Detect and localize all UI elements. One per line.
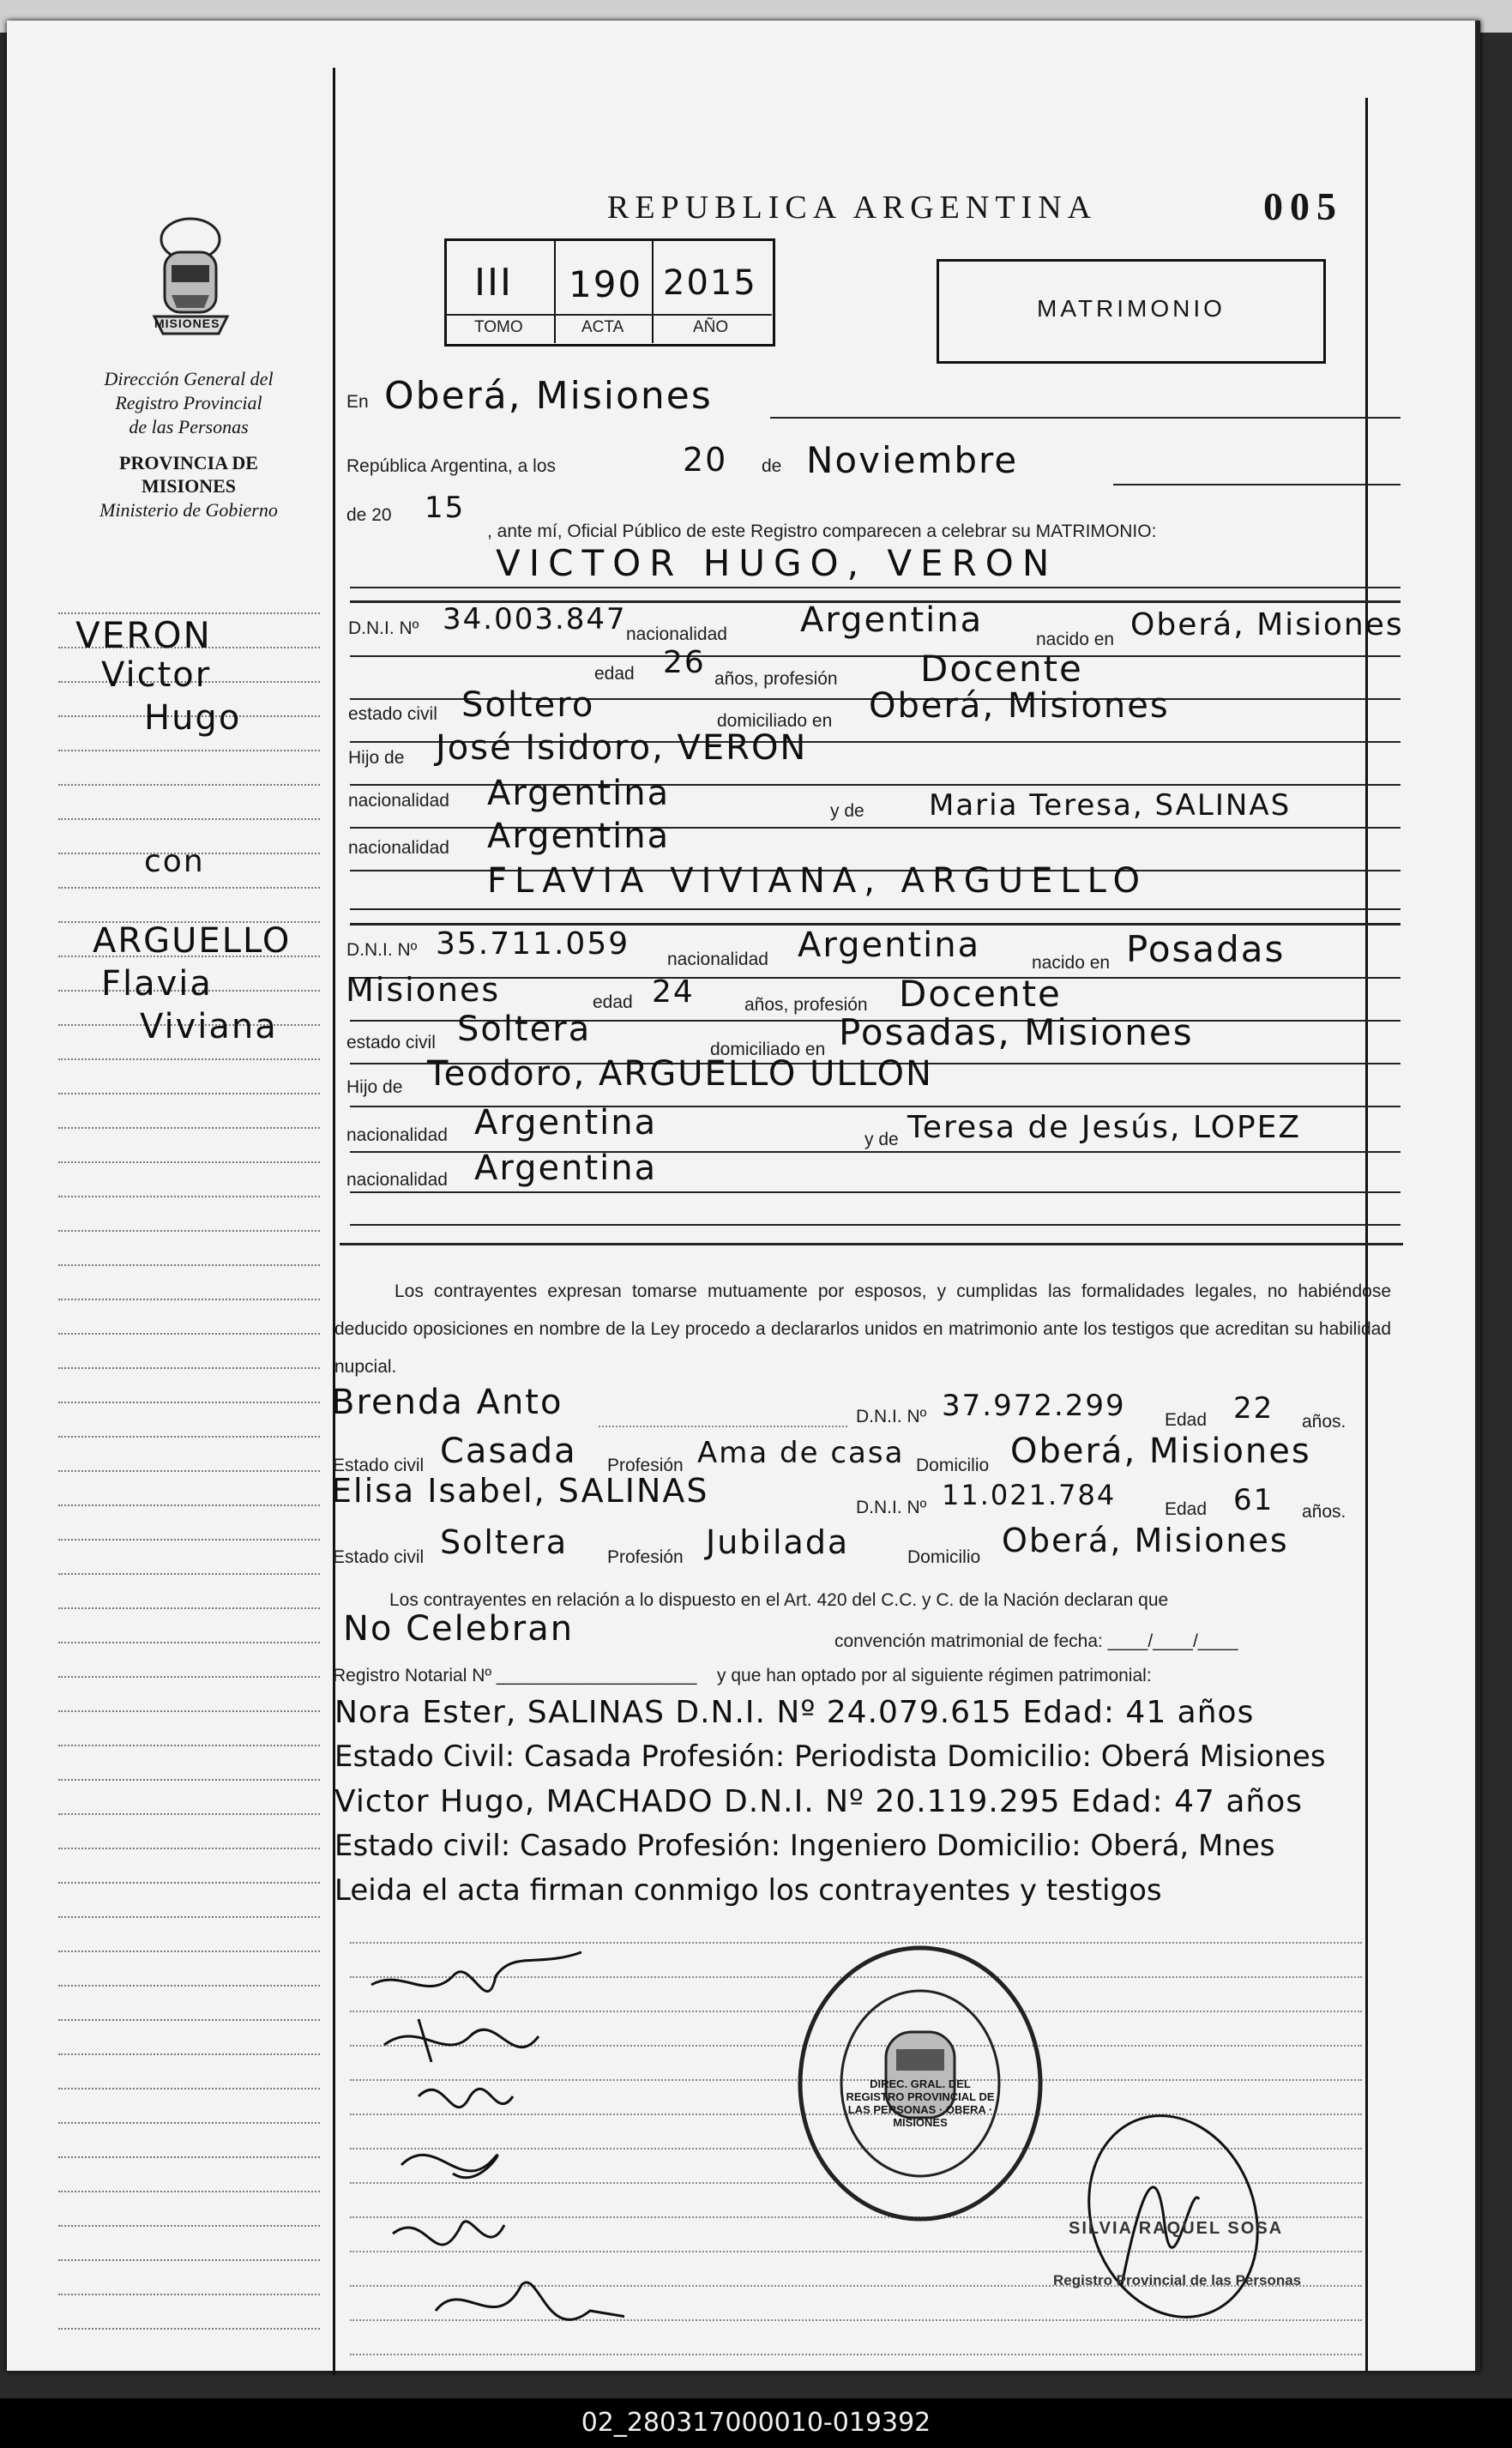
witness1-domicile-label: Domicilio bbox=[916, 1456, 990, 1475]
bride-mother-nationality-value: Argentina bbox=[474, 1149, 658, 1188]
officer-signature bbox=[1070, 2096, 1293, 2336]
groom-father-nationality-label: nacionalidad bbox=[348, 791, 449, 811]
left-ruling-line bbox=[58, 2122, 320, 2124]
witness1-profession-value: Ama de casa bbox=[697, 1436, 905, 1470]
tomo-label: TOMO bbox=[474, 318, 523, 336]
witness2-profession-label: Profesión bbox=[607, 1547, 684, 1567]
regime-convention-label: convención matrimonial de fecha: ____/____/____ bbox=[834, 1631, 1238, 1651]
left-ruling-line bbox=[58, 784, 320, 786]
witness1-dni-value: 37.972.299 bbox=[942, 1389, 1126, 1423]
witness2-name: Elisa Isabel, SALINAS bbox=[331, 1472, 709, 1510]
page-number: 005 bbox=[1263, 184, 1343, 228]
left-ruling-line bbox=[58, 1848, 320, 1849]
left-ruling-line bbox=[58, 1916, 320, 1918]
place-value: Oberá, Misiones bbox=[384, 374, 713, 418]
year-suffix-value: 15 bbox=[425, 491, 466, 525]
regime-statement: Los contrayentes en relación a lo dispuesto en el Art. 420 del C.C. y C. de la Nación declaran que bbox=[389, 1590, 1169, 1610]
witness1-name: Brenda Anto bbox=[331, 1383, 563, 1422]
reference-box-divider-2 bbox=[652, 240, 654, 343]
witness2-civil-label: Estado civil bbox=[333, 1547, 425, 1567]
officer-name: SILVIA RAQUEL SOSA bbox=[1069, 2219, 1284, 2238]
groom-name-underline bbox=[350, 587, 1401, 588]
left-ruling-line bbox=[58, 1710, 320, 1712]
left-ruling-line bbox=[58, 2088, 320, 2089]
left-ruling-line bbox=[58, 2019, 320, 2021]
month-value: Noviembre bbox=[806, 439, 1019, 481]
margin-note-connector: con bbox=[144, 844, 205, 879]
left-ruling-line bbox=[58, 1230, 320, 1232]
notes-line-2: Estado Civil: Casada Profesión: Periodista Domicilio: Oberá Misiones bbox=[334, 1740, 1326, 1774]
groom-child-of-label: Hijo de bbox=[348, 748, 405, 768]
witness2-years-label: años. bbox=[1302, 1502, 1346, 1522]
regime-value: No Celebran bbox=[343, 1609, 575, 1649]
left-ruling-line bbox=[58, 1504, 320, 1506]
witness1-dni-label: D.N.I. Nº bbox=[856, 1407, 927, 1426]
acta-value: 190 bbox=[569, 263, 643, 305]
witness2-domicile-label: Domicilio bbox=[907, 1547, 981, 1567]
province-name-line-2: MISIONES bbox=[141, 475, 237, 497]
bride-born-label: nacido en bbox=[1032, 953, 1111, 973]
witness1-civil-value: Casada bbox=[440, 1432, 577, 1471]
left-ruling-line bbox=[58, 1367, 320, 1369]
witness1-profession-label: Profesión bbox=[607, 1456, 684, 1475]
acta-label: ACTA bbox=[581, 318, 624, 336]
country-heading: REPUBLICA ARGENTINA bbox=[607, 190, 1098, 226]
groom-age-label: edad bbox=[594, 664, 635, 684]
witness2-profession-value: Jubilada bbox=[706, 1523, 850, 1561]
left-ruling-line bbox=[58, 1127, 320, 1129]
groom-age-value: 26 bbox=[663, 645, 706, 680]
groom-domicile-label: domiciliado en bbox=[717, 711, 833, 731]
left-ruling-line bbox=[58, 1951, 320, 1952]
witness1-years-label: años. bbox=[1302, 1412, 1346, 1432]
bride-nationality-label: nacionalidad bbox=[667, 950, 768, 969]
regime-chosen-label: y que han optado por al siguiente régimen patrimonial: bbox=[717, 1666, 1152, 1685]
bride-father-nationality-value: Argentina bbox=[474, 1103, 658, 1143]
bride-dni-underline bbox=[350, 977, 1401, 979]
margin-note-groom-surname: VERON bbox=[75, 614, 212, 656]
bride-birthplace-continued: Misiones bbox=[346, 971, 501, 1009]
notes-line-1: Nora Ester, SALINAS D.N.I. Nº 24.079.615 Edad: 41 años bbox=[334, 1695, 1255, 1730]
left-ruling-line bbox=[58, 2156, 320, 2158]
groom-profession-value: Docente bbox=[920, 648, 1083, 690]
bride-dni-label: D.N.I. Nº bbox=[346, 940, 418, 960]
witness2-age-value: 61 bbox=[1233, 1483, 1274, 1517]
groom-nationality-label: nacionalidad bbox=[626, 624, 727, 644]
bride-domicile-value: Posadas, Misiones bbox=[839, 1011, 1194, 1053]
day-value: 20 bbox=[683, 441, 728, 479]
right-margin-rule bbox=[1365, 98, 1368, 2371]
bride-age-value: 24 bbox=[652, 974, 695, 1010]
notes-line-5: Leida el acta firman conmigo los contrayentes y testigos bbox=[334, 1873, 1162, 1908]
witness2-domicile-value: Oberá, Misiones bbox=[1002, 1522, 1289, 1559]
witness2-age-label: Edad bbox=[1165, 1499, 1208, 1519]
ministry-name: Ministerio de Gobierno bbox=[99, 499, 278, 521]
ano-value: 2015 bbox=[663, 263, 757, 303]
left-ruling-line bbox=[58, 1642, 320, 1643]
witness1-domicile-value: Oberá, Misiones bbox=[1010, 1432, 1311, 1471]
left-ruling-line bbox=[58, 818, 320, 820]
bride-mother-nationality-underline bbox=[350, 1191, 1401, 1193]
left-ruling-line bbox=[58, 2191, 320, 2192]
left-ruling-line bbox=[58, 2053, 320, 2055]
left-ruling-line bbox=[58, 1058, 320, 1060]
groom-civil-status-value: Soltero bbox=[461, 685, 595, 725]
groom-civil-status-label: estado civil bbox=[348, 704, 437, 724]
left-ruling-line bbox=[58, 2225, 320, 2227]
de-label: de bbox=[762, 456, 782, 476]
left-ruling-line bbox=[58, 1093, 320, 1094]
witness1-age-label: Edad bbox=[1165, 1410, 1208, 1430]
witness2-dni-value: 11.021.784 bbox=[942, 1479, 1117, 1511]
left-ruling-line bbox=[58, 1196, 320, 1197]
office-name-line-3: de las Personas bbox=[129, 416, 249, 437]
left-ruling-line bbox=[58, 1470, 320, 1472]
groom-dni-value: 34.003.847 bbox=[443, 602, 627, 636]
bride-age-label: edad bbox=[593, 992, 633, 1012]
left-ruling-line bbox=[58, 2259, 320, 2261]
year-prefix-label: de 20 bbox=[346, 505, 392, 525]
officer-office: Registro Provincial de las Personas bbox=[1053, 2272, 1302, 2288]
ano-label: AÑO bbox=[693, 318, 729, 336]
left-ruling-line bbox=[58, 1607, 320, 1609]
bride-mother-value: Teresa de Jesús, LOPEZ bbox=[907, 1110, 1302, 1145]
upper-section-close-rule bbox=[340, 1243, 1403, 1245]
declaration-paragraph: Los contrayentes expresan tomarse mutuamente por esposos, y cumplidas las formalidades legales, no habiéndose deducido oposiciones en nombre de la Ley procedo a declararlos unidos en matrimonio ante los testigos que acreditan su habilidad nupcial. bbox=[334, 1281, 1391, 1377]
witness2-dni-label: D.N.I. Nº bbox=[856, 1498, 927, 1517]
bride-civil-status-value: Soltera bbox=[457, 1010, 592, 1049]
document-type-label: MATRIMONIO bbox=[1037, 295, 1226, 322]
bride-name-underline bbox=[350, 908, 1401, 910]
groom-father-nationality-value: Argentina bbox=[487, 774, 671, 813]
signatures-scribbles bbox=[367, 1951, 624, 2362]
witness1-civil-label: Estado civil bbox=[333, 1456, 425, 1475]
groom-mother-value: Maria Teresa, SALINAS bbox=[929, 788, 1292, 823]
bride-father-value: Teodoro, ARGUELLO ULLON bbox=[427, 1054, 933, 1094]
province-seal-caption: MISIONES bbox=[154, 317, 220, 330]
bride-full-name: FLAVIA VIVIANA, ARGUELLO bbox=[487, 861, 1148, 901]
stamp-text: DIREC. GRAL. DEL REGISTRO PROVINCIAL DE LAS PERSONAS · OBERA · MISIONES bbox=[846, 2077, 995, 2129]
province-name-line-1: PROVINCIA DE bbox=[119, 452, 258, 473]
groom-mother-nationality-value: Argentina bbox=[487, 817, 671, 856]
groom-birthplace-value: Oberá, Misiones bbox=[1130, 607, 1404, 642]
month-underline bbox=[1113, 484, 1401, 485]
notes-line-3: Victor Hugo, MACHADO D.N.I. Nº 20.119.295 Edad: 47 años bbox=[334, 1784, 1303, 1819]
margin-note-bride-name-2: Viviana bbox=[140, 1007, 278, 1046]
groom-dni-underline bbox=[350, 655, 1401, 657]
republica-label: República Argentina, a los bbox=[346, 456, 556, 476]
left-ruling-line bbox=[58, 1985, 320, 1987]
witness1-age-value: 22 bbox=[1233, 1391, 1274, 1426]
left-ruling-line bbox=[58, 1161, 320, 1163]
left-ruling-line bbox=[58, 887, 320, 889]
bride-domicile-label: domiciliado en bbox=[710, 1040, 826, 1059]
bride-child-of-label: Hijo de bbox=[346, 1077, 403, 1097]
groom-mother-nationality-label: nacionalidad bbox=[348, 838, 449, 858]
left-ruling-line bbox=[58, 1264, 320, 1266]
left-ruling-line bbox=[58, 1436, 320, 1438]
scan-file-id: 02_280317000010-019392 bbox=[0, 2398, 1512, 2448]
certificate-sheet bbox=[7, 21, 1480, 2371]
left-ruling-line bbox=[58, 1745, 320, 1746]
left-ruling-line bbox=[58, 2294, 320, 2295]
left-ruling-line bbox=[58, 1402, 320, 1403]
upper-section-underline bbox=[350, 1224, 1401, 1226]
left-ruling-line bbox=[58, 750, 320, 751]
en-label: En bbox=[346, 392, 369, 412]
left-ruling-line bbox=[58, 1882, 320, 1884]
left-ruling-line bbox=[58, 1573, 320, 1575]
bride-and-of-label: y de bbox=[864, 1130, 899, 1149]
left-ruling-line bbox=[58, 2328, 320, 2330]
place-underline bbox=[770, 417, 1401, 419]
witness2-civil-value: Soltera bbox=[440, 1523, 569, 1561]
groom-father-value: José Isidoro, VERON bbox=[436, 728, 808, 768]
groom-and-of-label: y de bbox=[830, 801, 864, 821]
office-name-line-1: Dirección General del bbox=[104, 368, 274, 389]
bride-civil-status-label: estado civil bbox=[346, 1033, 436, 1052]
bride-profession-label: años, profesión bbox=[744, 995, 868, 1015]
left-ruling-line bbox=[58, 1779, 320, 1781]
notes-line-4: Estado civil: Casado Profesión: Ingeniero Domicilio: Oberá, Mnes bbox=[334, 1829, 1275, 1863]
tomo-value: III bbox=[474, 261, 513, 304]
margin-note-groom-name-1: Victor bbox=[101, 655, 212, 695]
left-ruling-line bbox=[58, 1333, 320, 1335]
margin-note-bride-name-1: Flavia bbox=[101, 964, 213, 1004]
groom-nationality-value: Argentina bbox=[800, 600, 984, 640]
ante-mi-text: , ante mí, Oficial Público de este Registro comparecen a celebrar su MATRIMONIO: bbox=[487, 522, 1157, 541]
left-ruling-line bbox=[58, 1539, 320, 1541]
groom-full-name: VICTOR HUGO, VERON bbox=[496, 542, 1058, 584]
left-ruling-line bbox=[58, 1813, 320, 1815]
reference-box-label-rule bbox=[446, 314, 772, 316]
bride-birthplace-value: Posadas bbox=[1126, 928, 1286, 970]
left-margin-rule bbox=[333, 68, 335, 2375]
margin-note-groom-name-2: Hugo bbox=[144, 698, 242, 738]
margin-note-bride-surname: ARGUELLO bbox=[93, 921, 292, 961]
reference-box-divider-1 bbox=[554, 240, 556, 343]
left-ruling-line bbox=[58, 1676, 320, 1678]
office-name-line-2: Registro Provincial bbox=[115, 392, 262, 413]
bride-father-nationality-label: nacionalidad bbox=[346, 1125, 448, 1145]
groom-domicile-value: Oberá, Misiones bbox=[869, 686, 1170, 726]
bride-nationality-value: Argentina bbox=[798, 926, 981, 965]
bride-mother-nationality-label: nacionalidad bbox=[346, 1170, 448, 1190]
left-ruling-line bbox=[58, 1299, 320, 1300]
witness1-name-dots bbox=[599, 1426, 847, 1427]
bride-dni-value: 35.711.059 bbox=[436, 926, 630, 962]
bride-profession-value: Docente bbox=[899, 973, 1062, 1015]
groom-born-label: nacido en bbox=[1036, 630, 1115, 649]
groom-dni-label: D.N.I. Nº bbox=[348, 618, 419, 638]
groom-profession-label: años, profesión bbox=[714, 669, 838, 689]
notary-registry-label: Registro Notarial Nº ____________________ bbox=[333, 1666, 697, 1685]
